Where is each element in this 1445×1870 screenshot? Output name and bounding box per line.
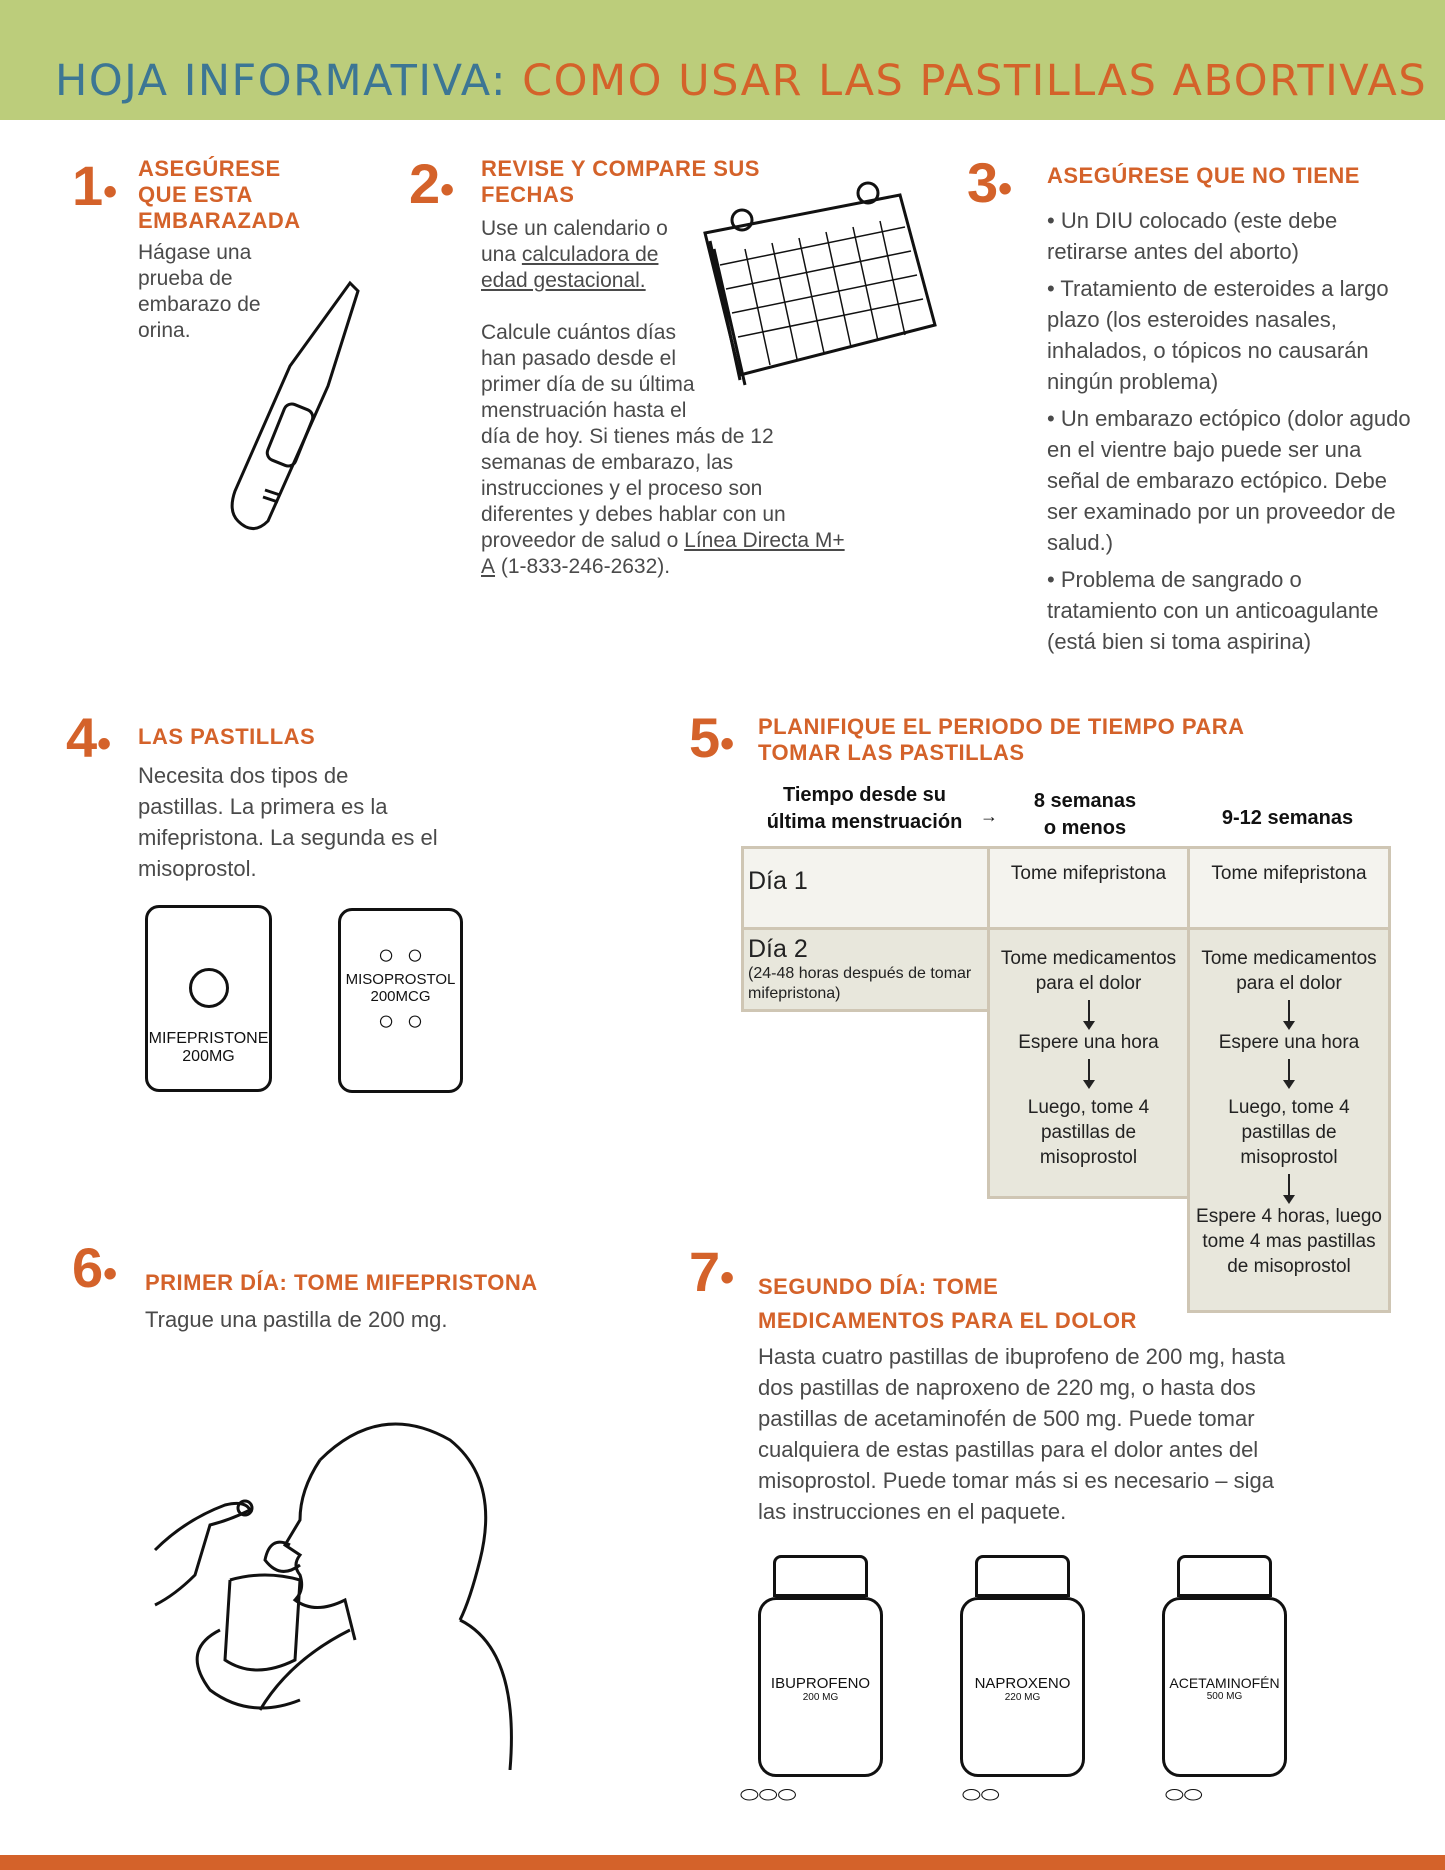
page-title: HOJA INFORMATIVA: COMO USAR LAS PASTILLAS ABORTIVAS [55, 56, 1428, 106]
step-6-heading: PRIMER DÍA: TOME MIFEPRISTONA [145, 1270, 538, 1295]
arrow-down-icon [1088, 1059, 1090, 1085]
row-day-2: Día 2 (24-48 horas después de tomar mifepristona) [741, 927, 990, 1012]
step-number-7: 7• [689, 1240, 735, 1303]
step-4-text: Necesita dos tipos de pastillas. La primera es la mifepristona. La segunda es el misoprostol. [138, 763, 438, 881]
column-header-8-weeks: 8 semanas o menos [1033, 790, 1137, 839]
step-7-text: Hasta cuatro pastillas de ibuprofeno de 200 mg, hasta dos pastillas de naproxeno de 220 mg, o hasta dos pastillas de acetaminofén de 500 mg. Puede tomar cualquiera de estas pastillas para el dolor antes del misoprostol. Puede tomar más si es necesario – siga las instrucciones en el paquete. [758, 1344, 1286, 1524]
arrow-down-icon [1288, 1000, 1290, 1026]
step-3-heading: ASEGÚRESE QUE NO TIENE [1047, 163, 1360, 188]
mifepristone-pill-pack: MIFEPRISTONE 200MG [145, 905, 272, 1092]
step-number-4: 4• [66, 706, 112, 769]
bottle-acetaminofen: ACETAMINOFÉN 500 MG [1162, 1555, 1287, 1780]
pills-icon: ⬭⬭ [962, 1782, 1000, 1807]
step-number-1: 1• [72, 154, 118, 217]
column-header-time: Tiempo desde su última menstruación [766, 784, 963, 833]
list-item: • Tratamiento de esteroides a largo plazo (los esteroides nasales, inhalados, o tópicos no causarán ningún problema) [1047, 273, 1417, 397]
pill-icon [189, 968, 229, 1008]
step-2-text-2: Calcule cuántos días han pasado desde el primer día de su última menstruación hasta el día de hoy. Si tienes más de 12 semanas de embarazo, las instrucciones y el proceso son diferentes y debes hablar con un proveedor de salud o Línea Directa M+ A (1-833-246-2632). [481, 320, 851, 580]
step-number-2: 2• [409, 152, 455, 215]
cell-day1-12wk: Tome mifepristona [1187, 846, 1391, 930]
step-6-text: Trague una pastilla de 200 mg. [145, 1307, 448, 1332]
list-item: • Un embarazo ectópico (dolor agudo en el vientre bajo puede ser una señal de embarazo ectópico. Debe ser examinado por un proveedor de salud.) [1047, 403, 1417, 558]
step-4-heading: LAS PASTILLAS [138, 724, 316, 749]
bottle-ibuprofeno: IBUPROFENO 200 MG [758, 1555, 883, 1780]
cell-day2-12wk: Tome medicamentos para el dolor Espere una hora Luego, tome 4 pastillas de misoprostol Espere 4 horas, luego tome 4 mas pastillas de misoprostol [1187, 927, 1391, 1313]
row-day-1: Día 1 [741, 846, 990, 930]
arrow-down-icon [1288, 1059, 1290, 1085]
step-1-heading: ASEGÚRESE QUE ESTA EMBARAZADA [138, 156, 301, 233]
cell-day2-8wk: Tome medicamentos para el dolor Espere una hora Luego, tome 4 pastillas de misoprostol [987, 927, 1190, 1199]
step-1-text: Hágase una prueba de embarazo de orina. [138, 241, 261, 342]
step-7-heading: SEGUNDO DÍA: TOME MEDICAMENTOS PARA EL DOLOR [758, 1274, 1137, 1333]
list-item: • Un DIU colocado (este debe retirarse antes del aborto) [1047, 205, 1417, 267]
step-2-text-1: Use un calendario o una calculadora de edad gestacional. [481, 217, 668, 292]
step-5-heading: PLANIFIQUE EL PERIODO DE TIEMPO PARA TOMAR LAS PASTILLAS [758, 714, 1244, 765]
footer-bar [0, 1855, 1445, 1870]
pill-icons: ○○ [377, 939, 436, 970]
pill-icons: ○○ [377, 1005, 436, 1036]
pills-icon: ⬭⬭⬭ [740, 1782, 797, 1807]
list-item: • Problema de sangrado o tratamiento con un anticoagulante (está bien si toma aspirina) [1047, 564, 1417, 657]
gestational-age-calculator-link[interactable]: calculadora de edad gestacional. [481, 243, 659, 292]
column-header-9-12-weeks: 9-12 semanas [1221, 807, 1354, 829]
pills-icon: ⬭⬭ [1165, 1782, 1203, 1807]
arrow-down-icon [1088, 1000, 1090, 1026]
step-3-list [1047, 205, 1417, 663]
header-banner [0, 0, 1445, 120]
misoprostol-pill-pack: ○○ MISOPROSTOL 200MCG ○○ [338, 908, 463, 1093]
arrow-right-icon: → [980, 806, 998, 826]
step-number-3: 3• [967, 151, 1013, 214]
arrow-down-icon [1288, 1174, 1290, 1200]
step-number-5: 5• [689, 706, 735, 769]
pregnancy-test-illustration [225, 275, 365, 535]
calendar-illustration [700, 175, 940, 395]
hotline-link[interactable]: Línea Directa M+ A [481, 529, 845, 578]
step-number-6: 6• [72, 1236, 118, 1299]
step-2-heading: REVISE Y COMPARE SUS FECHAS [481, 156, 760, 207]
bottle-naproxeno: NAPROXENO 220 MG [960, 1555, 1085, 1780]
cell-day1-8wk: Tome mifepristona [987, 846, 1190, 930]
person-taking-pill-illustration [150, 1400, 530, 1770]
